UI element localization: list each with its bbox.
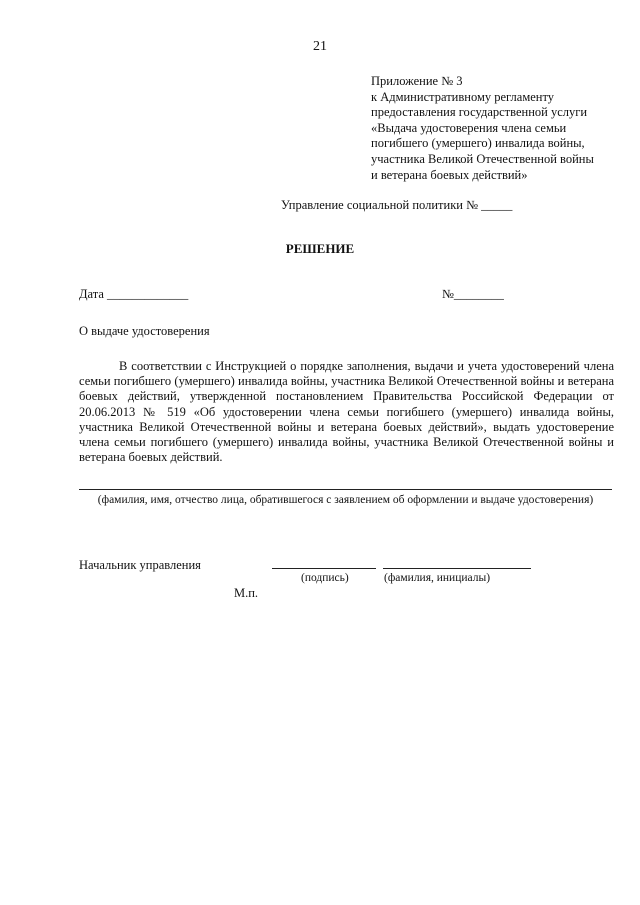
name-initials-caption: (фамилия, инициалы) — [384, 572, 491, 584]
appendix-line: предоставления государственной услуги — [371, 105, 588, 120]
appendix-line: участника Великой Отечественной войны — [371, 151, 594, 166]
applicant-caption: (фамилия, имя, отчество лица, обратившегося с заявлением об оформлении и выдаче удостоверения) — [97, 494, 594, 506]
decision-body: В соответствии с Инструкцией о порядке заполнения, выдачи и учета удостоверений члена семьи погибшего (умершего) инвалида войны, участника Великой Отечественной войны и ветерана боевых действий, утвержденной постановлением Правительства Российской Федерации от 20.06.2013 № 519 «Об удостоверении члена семьи погибшего (умершего) инвалида войны, участника Великой Отечественной войны и ветерана боевых действий», выдать удостоверение члена семьи погибшего (умершего) инвалида войны, участника Великой Отечественной войны и ветерана боевых действий. — [79, 359, 614, 465]
appendix-line: «Выдача удостоверения члена семьи — [371, 120, 567, 135]
date-field: Дата _____________ — [79, 287, 189, 301]
appendix-line: Приложение № 3 — [371, 74, 463, 88]
document-title: РЕШЕНИЕ — [285, 241, 355, 256]
name-initials-line — [383, 568, 531, 569]
department-field: Управление социальной политики № _____ — [281, 198, 513, 212]
signature-line — [272, 568, 376, 569]
appendix-block — [371, 74, 594, 183]
appendix-line: и ветерана боевых действий» — [371, 167, 528, 182]
stamp-placeholder: М.п. — [234, 586, 259, 600]
head-position-label: Начальник управления — [79, 558, 201, 572]
page-number: 21 — [313, 39, 327, 54]
applicant-name-line — [79, 489, 612, 490]
signature-caption: (подпись) — [301, 572, 349, 584]
appendix-line: погибшего (умершего) инвалида войны, — [371, 136, 585, 151]
number-field: №________ — [442, 287, 504, 301]
subject-line: О выдаче удостоверения — [79, 324, 210, 338]
appendix-line: к Административному регламенту — [371, 89, 555, 104]
